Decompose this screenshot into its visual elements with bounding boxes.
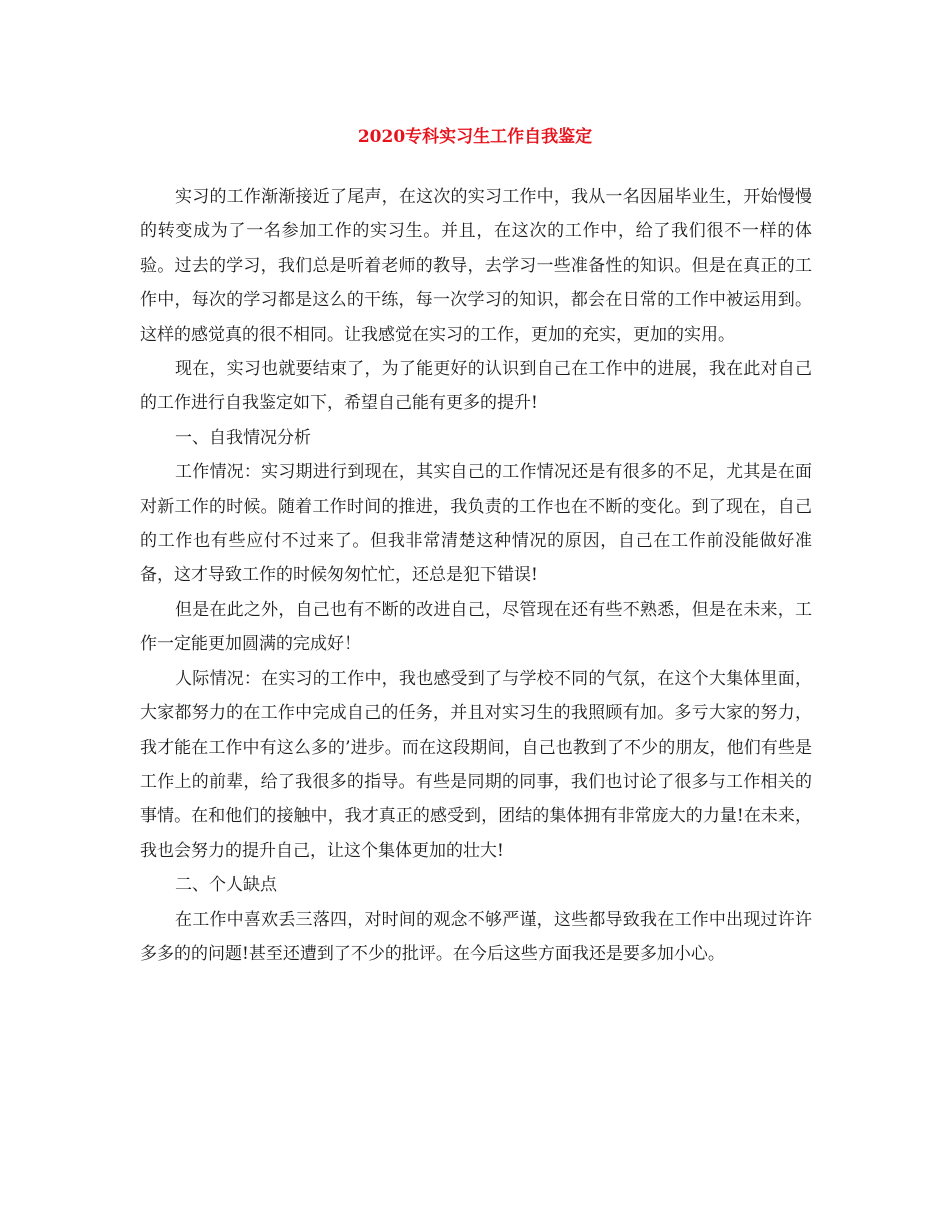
paragraph-interpersonal: 人际情况：在实习的工作中，我也感受到了与学校不同的气氛，在这个大集体里面，大家都努力的在工作中完成自己的任务，并且对实习生的我照顾有加。多亏大家的努力，我才能在工作中有这么多的’进步。而在这段期间，自己也教到了不少的朋友，他们有些是工作上的前辈，给了我很多的指导。有些是同期的同事，我们也讨论了很多与工作相关的事情。在和他们的接触中，我才真正的感受到，团结的集体拥有非常庞大的力量!在未来，我也会努力的提升自己，让这个集体更加的壮大!: [140, 668, 812, 861]
paragraph-improvement: 但是在此之外，自己也有不断的改进自己，尽管现在还有些不熟悉，但是在未来，工作一定能更加圆满的完成好！: [140, 599, 812, 655]
section-heading-self-analysis: 一、自我情况分析: [175, 427, 311, 448]
document-body: [140, 180, 812, 971]
document-title: 2020专科实习生工作自我鉴定: [357, 127, 593, 147]
section-heading-shortcomings: 二、个人缺点: [175, 875, 277, 896]
paragraph-purpose: 现在，实习也就要结束了，为了能更好的认识到自己在工作中的进展，我在此对自己的工作进行自我鉴定如下，希望自己能有更多的提升!: [140, 359, 812, 414]
paragraph-shortcomings: 在工作中喜欢丢三落四，对时间的观念不够严谨，这些都导致我在工作中出现过许许多多的的问题!甚至还遭到了不少的批评。在今后这些方面我还是要多加小心。: [140, 909, 812, 964]
paragraph-intro: 实习的工作渐渐接近了尾声，在这次的实习工作中，我从一名因届毕业生，开始慢慢的转变成为了一名参加工作的实习生。并且，在这次的工作中，给了我们很不一样的体验。过去的学习，我们总是听着老师的教导，去学习一些准备性的知识。但是在真正的工作中，每次的学习都是这么的干练，每一次学习的知识，都会在日常的工作中被运用到。这样的感觉真的很不相同。让我感觉在实习的工作，更加的充实，更加的实用。: [140, 187, 812, 345]
paragraph-work-situation: 工作情况：实习期进行到现在，其实自己的工作情况还是有很多的不足，尤其是在面对新工作的时候。随着工作时间的推进，我负责的工作也在不断的变化。到了现在，自己的工作也有些应付不过来了。但我非常清楚这种情况的原因，自己在工作前没能做好准备，这才导致工作的时候匆匆忙忙，还总是犯下错误!: [140, 462, 812, 586]
